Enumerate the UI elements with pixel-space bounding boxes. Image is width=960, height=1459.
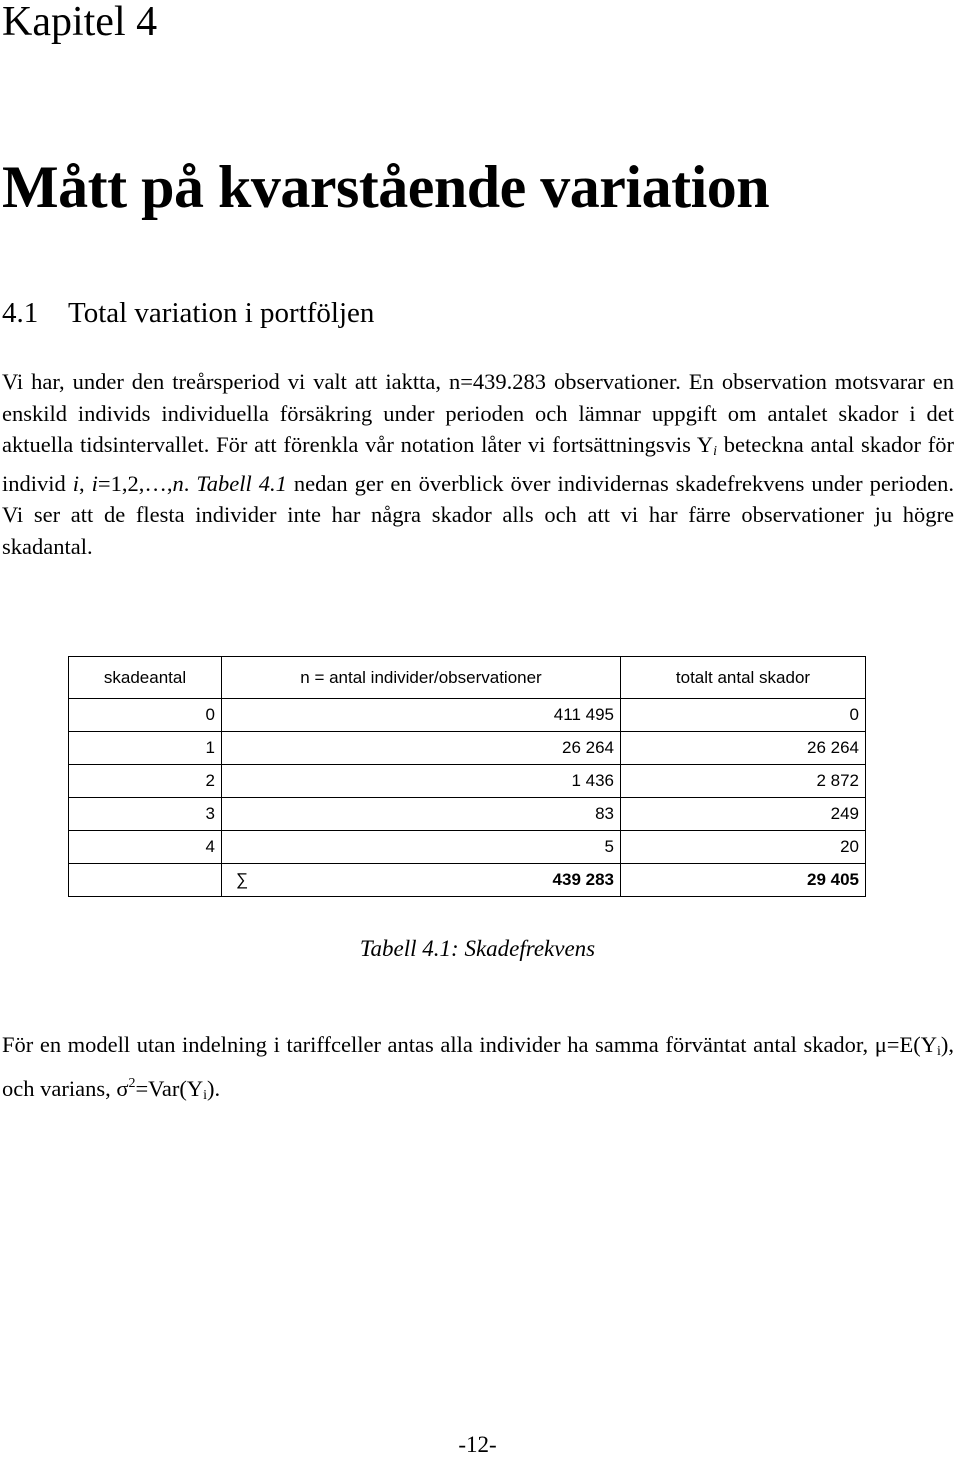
cell-observations: 26 264 xyxy=(222,732,621,765)
para2-text-2: ), och varians, σ xyxy=(2,1032,954,1101)
para2-text-3: =Var(Y xyxy=(135,1075,204,1101)
cell-observations: 5 xyxy=(222,831,621,864)
header-total-claims: totalt antal skador xyxy=(621,657,866,699)
para1-text-3: , xyxy=(79,470,92,496)
table-caption: Tabell 4.1: Skadefrekvens xyxy=(359,936,596,961)
para1-text-1: Vi har, under den treårsperiod vi valt att iaktta, n=439.283 observationer. En observation motsvarar en enskild individs individuella försäkring under perioden och lämnar uppgift om antalet skador i det aktuella tidsintervallet. För att förenkla vår notation låter vi fortsättningsvis Y xyxy=(2,369,954,458)
para1-text-2: beteckna antal skador för individ xyxy=(2,432,954,496)
chapter-title: Mått på kvarstående variation xyxy=(2,154,770,220)
table-reference: Tabell 4.1 xyxy=(196,470,287,496)
cell-observations: 1 436 xyxy=(222,765,621,798)
page-number: -12- xyxy=(458,1432,497,1457)
cell-observations: 411 495 xyxy=(222,699,621,732)
cell-claim-count: 3 xyxy=(69,798,222,831)
cell-total-claims: 26 264 xyxy=(621,732,866,765)
chapter-label: Kapitel 4 xyxy=(2,0,158,45)
model-paragraph xyxy=(2,1029,954,1111)
para1-subscript-i: i xyxy=(713,444,717,460)
cell-claim-count: 2 xyxy=(69,765,222,798)
table-row xyxy=(69,732,866,765)
sum-blank-cell xyxy=(69,864,222,897)
table-row xyxy=(69,831,866,864)
table-row xyxy=(69,765,866,798)
para2-text-4: ). xyxy=(207,1075,221,1101)
cell-claim-count: 4 xyxy=(69,831,222,864)
para2-text-1: För en modell utan indelning i tariffceller antas alla individer ha samma förväntat antal skador, μ=E(Y xyxy=(2,1032,937,1057)
header-claim-count: skadeantal xyxy=(69,657,222,699)
para1-italic-n: n xyxy=(172,470,184,496)
cell-sum-observations xyxy=(222,864,621,897)
cell-total-claims: 0 xyxy=(621,699,866,732)
cell-total-claims: 249 xyxy=(621,798,866,831)
sigma-symbol: ∑ xyxy=(236,870,249,889)
para1-text-6: nedan ger en överblick över individernas skadefrekvens under perioden. Vi ser att de flesta individer inte har några skador alls och att vi har färre observationer ju högre skadantal. xyxy=(2,470,954,559)
para1-text-4: =1,2,…, xyxy=(97,470,173,496)
para1-text-5: . xyxy=(183,470,197,496)
cell-claim-count: 1 xyxy=(69,732,222,765)
section-heading xyxy=(2,293,374,333)
intro-paragraph xyxy=(2,366,954,563)
cell-sum-total-claims: 29 405 xyxy=(621,864,866,897)
para1-italic-i-2: i xyxy=(91,470,98,496)
claim-frequency-table xyxy=(68,656,866,897)
table-header-row xyxy=(69,657,866,699)
cell-claim-count: 0 xyxy=(69,699,222,732)
table-sum-row xyxy=(69,864,866,897)
sum-observations-value: 439 283 xyxy=(552,870,614,889)
para1-italic-i: i xyxy=(72,470,80,496)
table-row xyxy=(69,699,866,732)
para2-subscript-1: i xyxy=(936,1044,941,1059)
para2-superscript: 2 xyxy=(128,1075,136,1091)
cell-total-claims: 20 xyxy=(621,831,866,864)
header-observations: n = antal individer/observationer xyxy=(222,657,621,699)
table-row xyxy=(69,798,866,831)
cell-observations: 83 xyxy=(222,798,621,831)
cell-total-claims: 2 872 xyxy=(621,765,866,798)
para2-subscript-2: i xyxy=(203,1087,208,1103)
section-number: 4.1 xyxy=(2,297,39,329)
section-title: Total variation i portföljen xyxy=(68,297,375,329)
